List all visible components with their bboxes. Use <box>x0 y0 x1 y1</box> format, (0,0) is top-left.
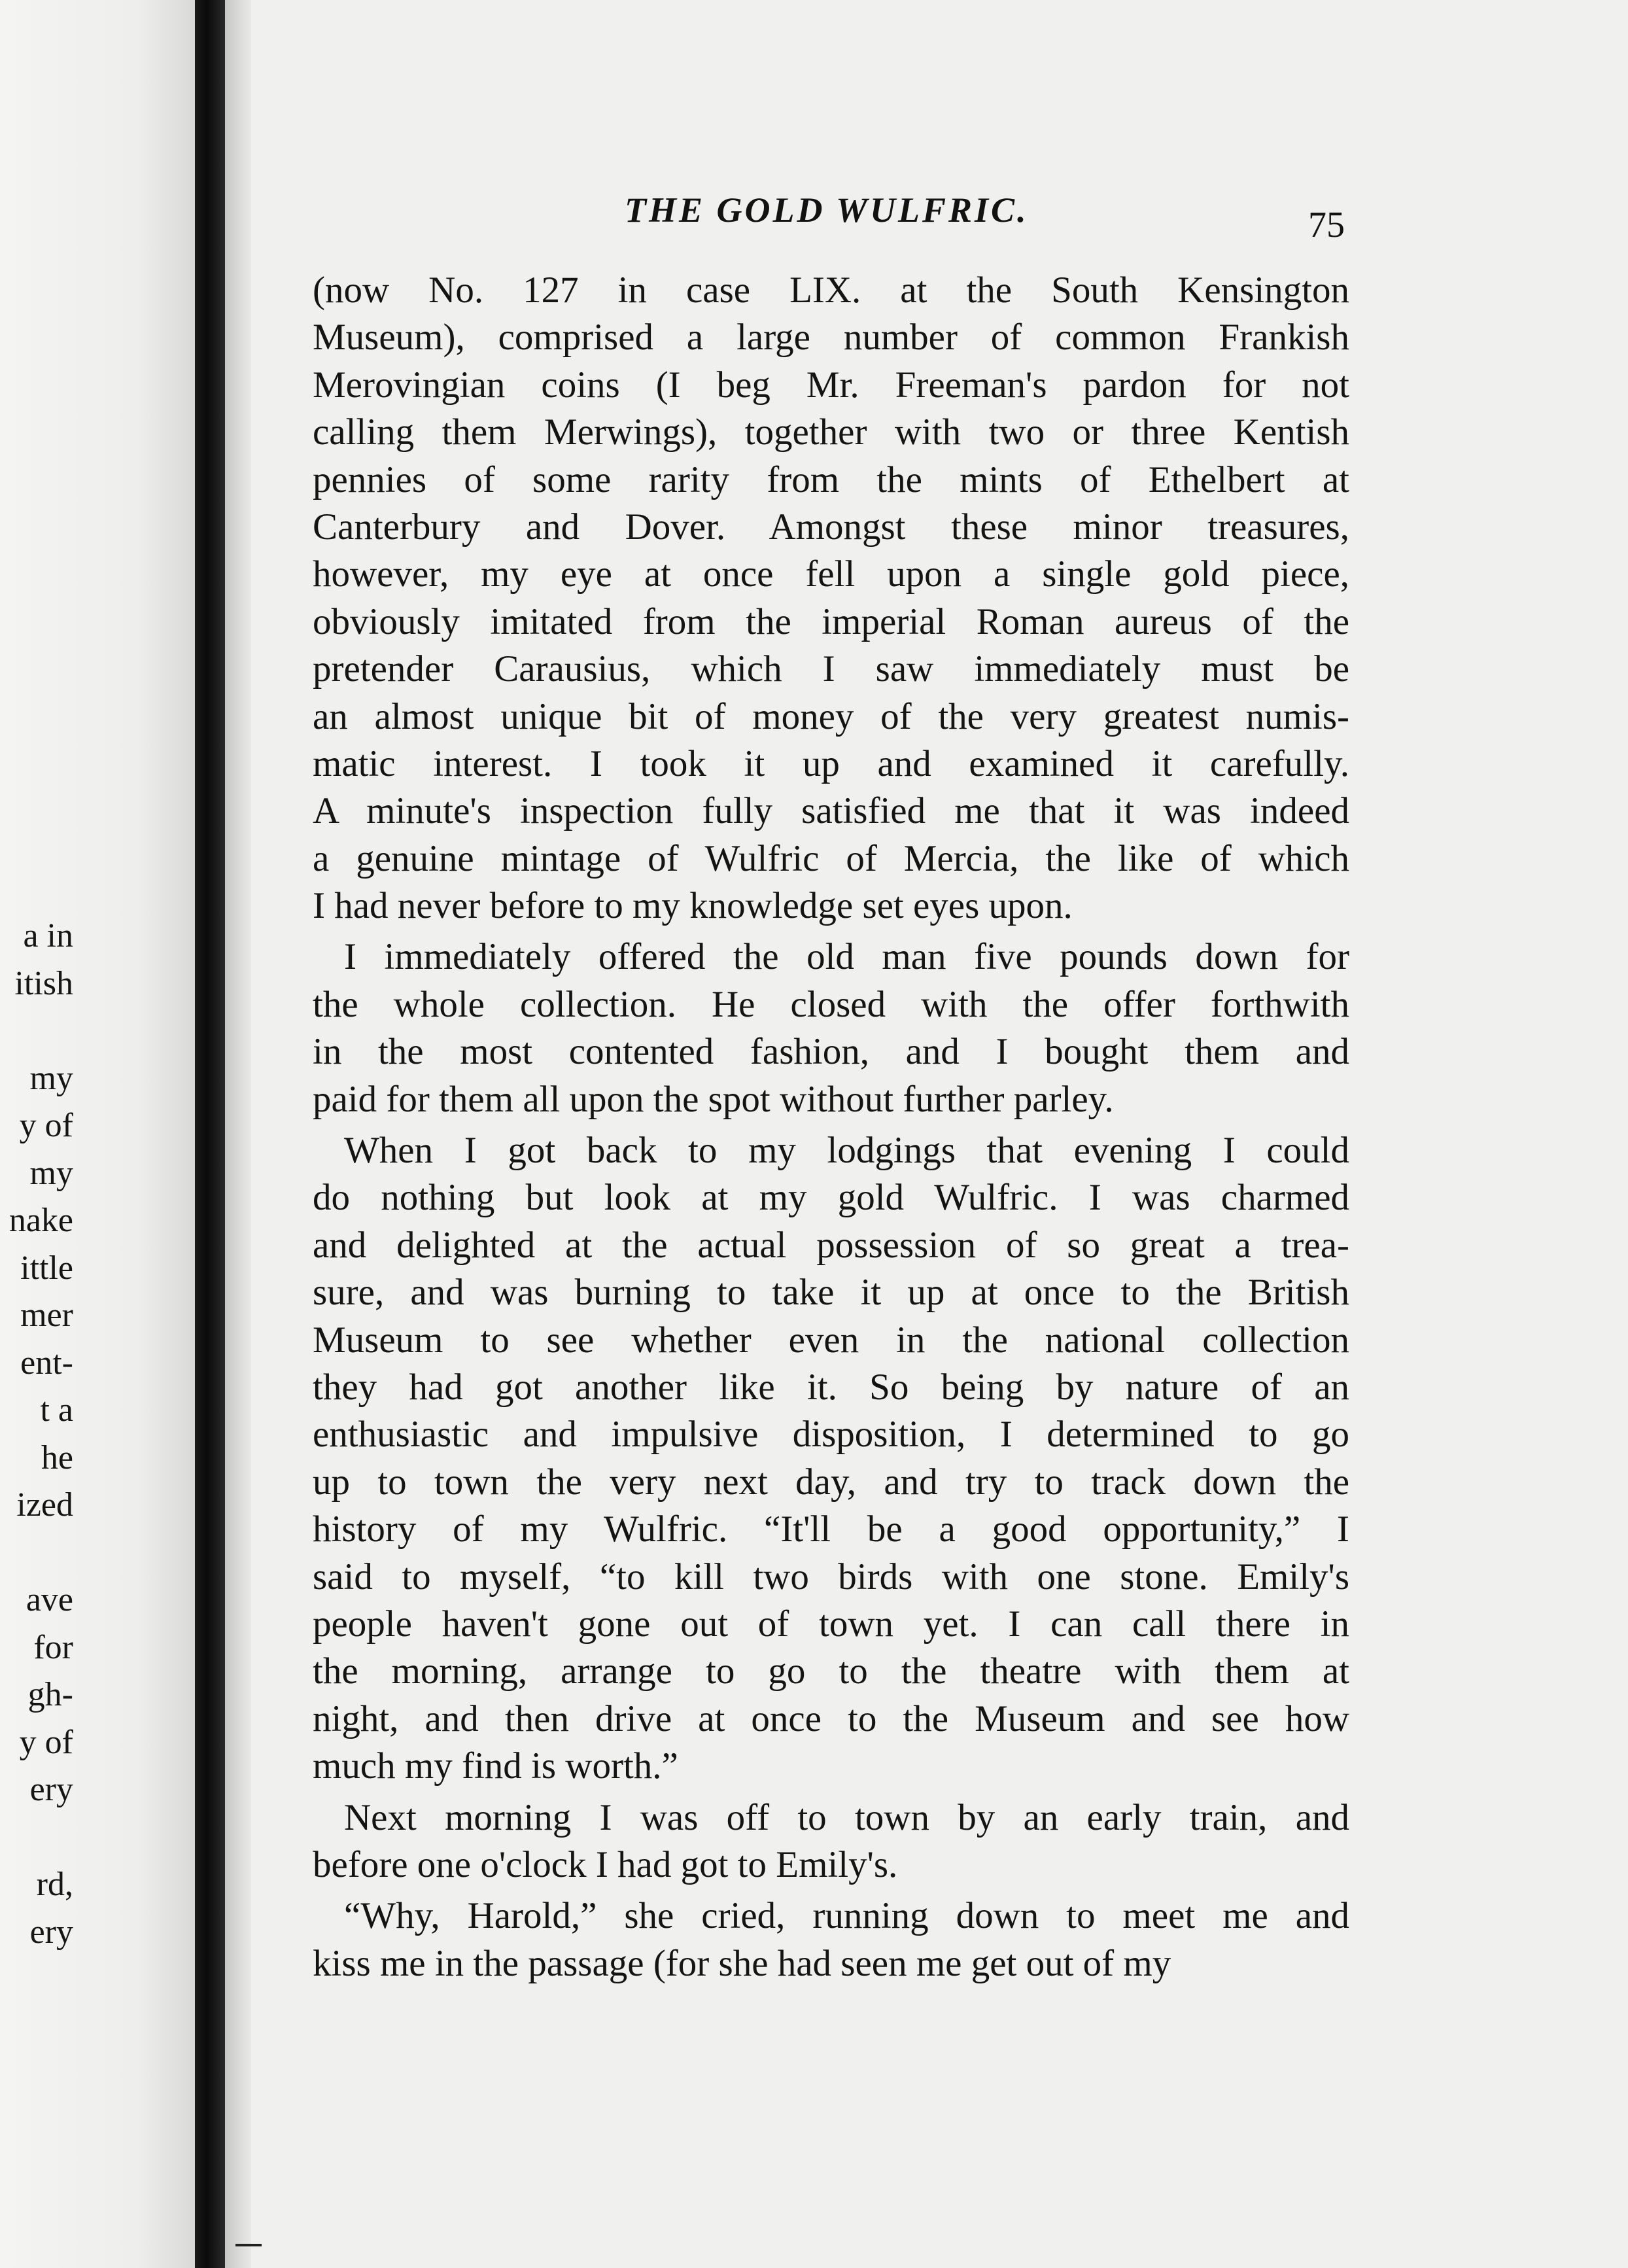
left-page-fragment: ittle <box>20 1249 73 1287</box>
text-line: Museum to see whether even in the national collection <box>313 1319 1349 1361</box>
text-line: “Why, Harold,” she cried, running down to meet me and <box>344 1895 1349 1937</box>
paragraph <box>313 1794 1349 1889</box>
page-body-text <box>313 267 1349 1987</box>
left-page-fragment: ery <box>29 1913 73 1951</box>
text-line: and delighted at the actual possession of so great a trea- <box>313 1224 1349 1266</box>
text-line: pretender Carausius, which I saw immediately must be <box>313 648 1349 690</box>
left-page-fragment: y of <box>19 1723 73 1761</box>
paragraph <box>313 1893 1349 1987</box>
left-page-fragment: my <box>29 1154 73 1192</box>
text-line: in the most contented fashion, and I bought them and <box>313 1031 1349 1073</box>
text-line: Museum), comprised a large number of common Frankish <box>313 317 1349 358</box>
text-line: obviously imitated from the imperial Roman aureus of the <box>313 601 1349 642</box>
left-page-fragment: y of <box>19 1107 73 1144</box>
text-line: they had got another like it. So being by nature of an <box>313 1366 1349 1408</box>
text-line: enthusiastic and impulsive disposition, I determined to go <box>313 1414 1349 1456</box>
left-page-fragment: for <box>33 1628 73 1666</box>
left-page-fragment: ized <box>16 1486 73 1524</box>
left-page-fragment: ave <box>26 1581 73 1618</box>
text-line: much my find is worth.” <box>313 1745 678 1787</box>
left-page-fragment: gh- <box>27 1676 73 1713</box>
paragraph <box>313 267 1349 930</box>
text-line: an almost unique bit of money of the very greatest numis- <box>313 695 1349 737</box>
text-line: history of my Wulfric. “It'll be a good opportunity,” I <box>313 1509 1349 1550</box>
text-line: sure, and was burning to take it up at once to the British <box>313 1272 1349 1314</box>
left-page-fragment: rd, <box>36 1866 73 1903</box>
text-line: Merovingian coins (I beg Mr. Freeman's pardon for not <box>313 364 1349 406</box>
text-line: When I got back to my lodgings that evening I could <box>344 1130 1349 1172</box>
left-page-fragment: itish <box>14 964 73 1002</box>
text-line: a genuine mintage of Wulfric of Mercia, the like of which <box>313 837 1349 879</box>
left-page-fragment: t a <box>40 1391 73 1429</box>
text-line: do nothing but look at my gold Wulfric. I was charmed <box>313 1177 1349 1219</box>
left-page-fragment: my <box>29 1059 73 1097</box>
book-gutter <box>195 0 225 2268</box>
text-line: (now No. 127 in case LIX. at the South Kensington <box>313 270 1349 311</box>
scan-mark <box>235 2244 262 2246</box>
text-line: the morning, arrange to go to the theatre with them at <box>313 1650 1349 1692</box>
text-line: however, my eye at once fell upon a single gold piece, <box>313 553 1349 595</box>
gutter-shadow <box>225 0 251 2268</box>
text-line: up to town the very next day, and try to track down the <box>313 1461 1349 1503</box>
left-page-fragment <box>0 1529 190 1577</box>
left-page-fragment: a in <box>23 917 73 954</box>
text-line: night, and then drive at once to the Museum and see how <box>313 1698 1349 1739</box>
left-page-text-fragments <box>0 913 190 1956</box>
text-line: pennies of some rarity from the mints of Ethelbert at <box>313 459 1349 500</box>
running-head: THE GOLD WULFRIC. <box>625 190 1029 230</box>
text-line: the whole collection. He closed with the offer forthwith <box>313 983 1349 1025</box>
left-page-fragment: ent- <box>20 1344 73 1382</box>
paragraph <box>313 1127 1349 1790</box>
text-line: matic interest. I took it up and examined it carefully. <box>313 742 1349 784</box>
text-line: Next morning I was off to town by an early train, and <box>344 1796 1349 1838</box>
left-page-fragment: mer <box>20 1297 73 1334</box>
left-page-fragment: nake <box>9 1202 73 1239</box>
text-line: said to myself, “to kill two birds with one stone. Emily's <box>313 1556 1349 1597</box>
left-page <box>0 0 195 2268</box>
text-line: paid for them all upon the spot without further parley. <box>313 1078 1114 1120</box>
text-line: calling them Merwings), together with two or three Kentish <box>313 411 1349 453</box>
text-line: before one o'clock I had got to Emily's. <box>313 1843 898 1885</box>
text-line: kiss me in the passage (for she had seen me get out of my <box>313 1942 1171 1984</box>
left-page-fragment: he <box>41 1439 73 1476</box>
left-page-fragment <box>0 1007 190 1055</box>
page-number: 75 <box>1308 205 1345 245</box>
paragraph <box>313 933 1349 1123</box>
text-line: people haven't gone out of town yet. I can call there in <box>313 1603 1349 1645</box>
left-page-fragment <box>0 1814 190 1862</box>
text-line: I had never before to my knowledge set eyes upon. <box>313 885 1073 927</box>
text-line: A minute's inspection fully satisfied me that it was indeed <box>313 790 1349 832</box>
text-line: I immediately offered the old man five pounds down for <box>344 936 1349 978</box>
text-line: Canterbury and Dover. Amongst these minor treasures, <box>313 506 1349 548</box>
left-page-fragment: ery <box>29 1771 73 1808</box>
